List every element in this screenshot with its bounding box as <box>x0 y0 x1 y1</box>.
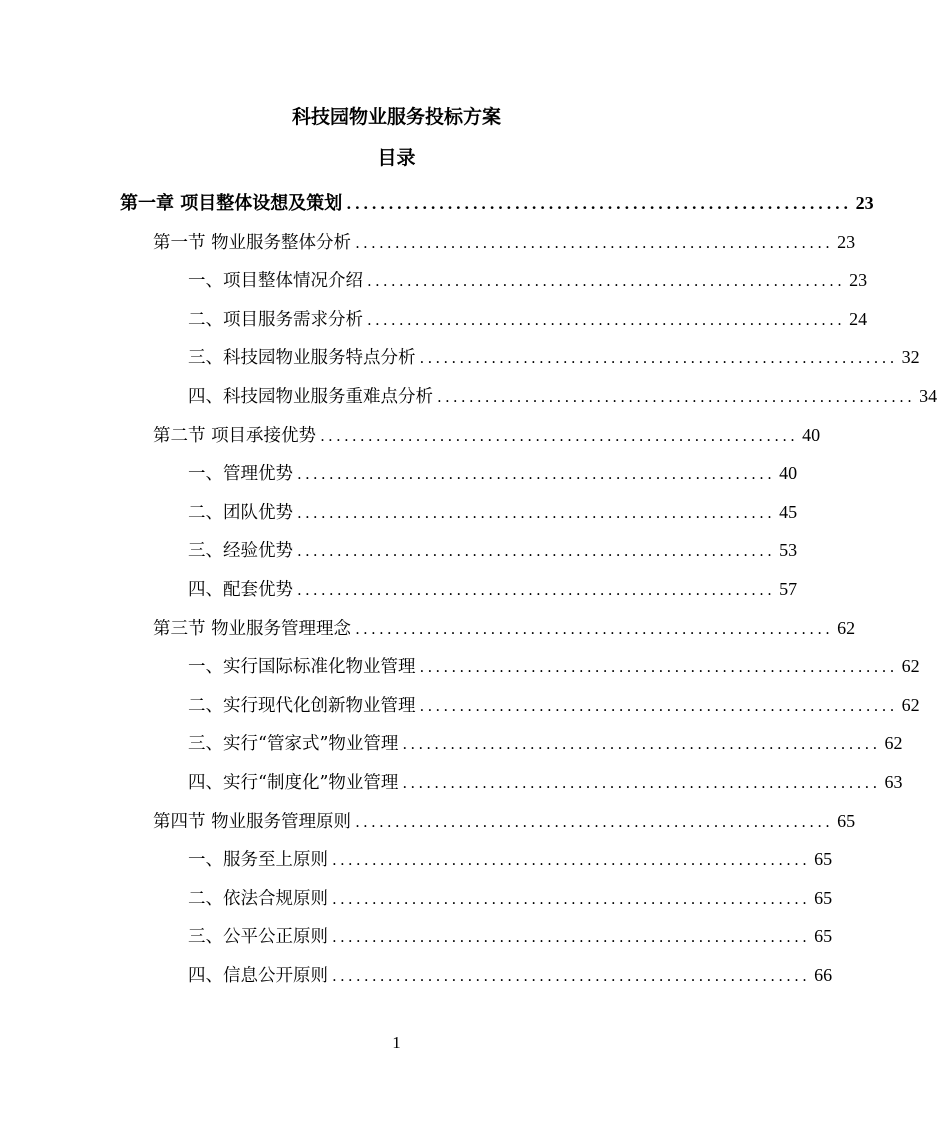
toc-entry-page: 65 <box>814 887 833 908</box>
toc-entry-page: 40 <box>802 424 821 445</box>
toc-leader-dots: ............................................................ <box>367 272 846 291</box>
toc-entry-label: 四、配套优势 <box>188 580 293 600</box>
toc-entry-label: 二、依法合规原则 <box>188 888 328 909</box>
toc-leader-dots: ............................................................ <box>332 967 811 985</box>
toc-entry-label: 四、实行“制度化”物业管理 <box>188 773 399 793</box>
toc-entry-page: 45 <box>779 501 798 522</box>
toc-entry[interactable] <box>188 534 798 566</box>
toc-leader-dots: ............................................................ <box>419 696 898 715</box>
toc-leader-dots: ............................................................ <box>332 851 811 870</box>
toc-entry-label: 一、管理优势 <box>188 464 293 485</box>
toc-entry-page: 23 <box>849 270 868 291</box>
toc-entry[interactable] <box>188 959 833 991</box>
toc-entry-label: 第一章 项目整体设想及策划 <box>120 193 343 214</box>
toc-leader-dots: ............................................................ <box>320 426 799 445</box>
toc-entry[interactable] <box>153 226 856 258</box>
toc-entry[interactable] <box>188 264 868 296</box>
toc-leader-dots: ............................................................ <box>297 542 776 561</box>
toc-entry[interactable] <box>188 573 798 605</box>
toc-entry-page: 65 <box>837 810 856 831</box>
toc-leader-dots: ............................................................ <box>297 581 776 599</box>
toc-entry-page: 63 <box>884 772 903 792</box>
toc-entry[interactable] <box>188 689 920 721</box>
toc-leader-dots: ............................................................ <box>332 928 811 947</box>
toc-entry-label: 一、实行国际标准化物业管理 <box>188 657 416 678</box>
toc-entry-page: 65 <box>814 926 833 947</box>
toc-leader-dots: ............................................................ <box>297 503 776 522</box>
toc-entry-page: 53 <box>779 540 798 561</box>
toc-entry[interactable] <box>188 496 798 528</box>
toc-entry-page: 32 <box>901 347 920 368</box>
toc-entry-page: 65 <box>814 849 833 870</box>
toc-heading: 目录 <box>377 147 416 169</box>
toc-leader-dots: ............................................................ <box>332 889 811 908</box>
toc-leader-dots: ............................................................ <box>419 658 898 677</box>
toc-leader-dots: ............................................................ <box>402 774 881 792</box>
toc-entry-label: 三、经验优势 <box>188 541 293 562</box>
toc-leader-dots: ............................................................ <box>355 812 834 831</box>
toc-entry[interactable] <box>188 843 833 875</box>
toc-entry[interactable] <box>188 650 920 682</box>
toc-entry-page: 57 <box>779 579 798 599</box>
toc-entry-page: 66 <box>814 965 833 985</box>
toc-entry[interactable] <box>188 882 833 914</box>
toc-entry-page: 23 <box>855 193 874 213</box>
toc-entry[interactable] <box>153 612 856 644</box>
toc-entry-page: 62 <box>901 694 920 715</box>
toc-entry-page: 62 <box>901 656 920 677</box>
toc-entry[interactable] <box>153 419 821 451</box>
toc-leader-dots: ............................................................ <box>297 465 776 484</box>
toc-entry-label: 四、信息公开原则 <box>188 966 328 986</box>
toc-entry-label: 第三节 物业服务管理理念 <box>153 618 352 639</box>
toc-entry[interactable] <box>120 187 874 219</box>
toc-entry-label: 三、实行“管家式”物业管理 <box>188 734 399 755</box>
toc-entry[interactable] <box>188 766 903 798</box>
toc-entry-label: 一、服务至上原则 <box>188 850 328 871</box>
toc-leader-dots: ............................................................ <box>367 310 846 329</box>
toc-entry-label: 二、实行现代化创新物业管理 <box>188 695 416 716</box>
toc-entry-page: 62 <box>837 617 856 638</box>
page-number: 1 <box>392 1033 401 1052</box>
toc-entry-page: 34 <box>919 386 937 406</box>
toc-entry-page: 40 <box>779 463 798 484</box>
toc-entry[interactable] <box>188 727 903 759</box>
toc-entry-page: 23 <box>837 231 856 252</box>
toc-entry-label: 三、科技园物业服务特点分析 <box>188 348 416 369</box>
toc-entry[interactable] <box>153 805 856 837</box>
toc-entry-label: 三、公平公正原则 <box>188 927 328 948</box>
toc-entry[interactable] <box>188 303 868 335</box>
document-title: 科技园物业服务投标方案 <box>291 106 501 128</box>
toc-leader-dots: ............................................................ <box>355 619 834 638</box>
toc-entry-label: 二、项目服务需求分析 <box>188 309 363 330</box>
toc-entry-page: 62 <box>884 733 903 754</box>
toc-entry[interactable] <box>188 920 833 952</box>
toc-entry-label: 二、团队优势 <box>188 502 293 523</box>
toc-leader-dots: ............................................................ <box>419 349 898 368</box>
toc-entry-page: 24 <box>849 308 868 329</box>
toc-entry[interactable] <box>188 380 937 412</box>
toc-leader-dots: ............................................................ <box>346 195 852 213</box>
toc-leader-dots: ............................................................ <box>402 735 881 754</box>
toc-entry[interactable] <box>188 457 798 489</box>
toc-entry-label: 一、项目整体情况介绍 <box>188 271 363 292</box>
toc-entry-label: 四、科技园物业服务重难点分析 <box>188 387 433 407</box>
toc-entry-label: 第一节 物业服务整体分析 <box>153 232 352 253</box>
toc-entry-label: 第四节 物业服务管理原则 <box>153 811 352 832</box>
toc-leader-dots: ............................................................ <box>355 233 834 252</box>
toc-entry[interactable] <box>188 341 920 373</box>
toc-entry-label: 第二节 项目承接优势 <box>153 425 317 446</box>
toc-leader-dots: ............................................................ <box>437 388 916 406</box>
